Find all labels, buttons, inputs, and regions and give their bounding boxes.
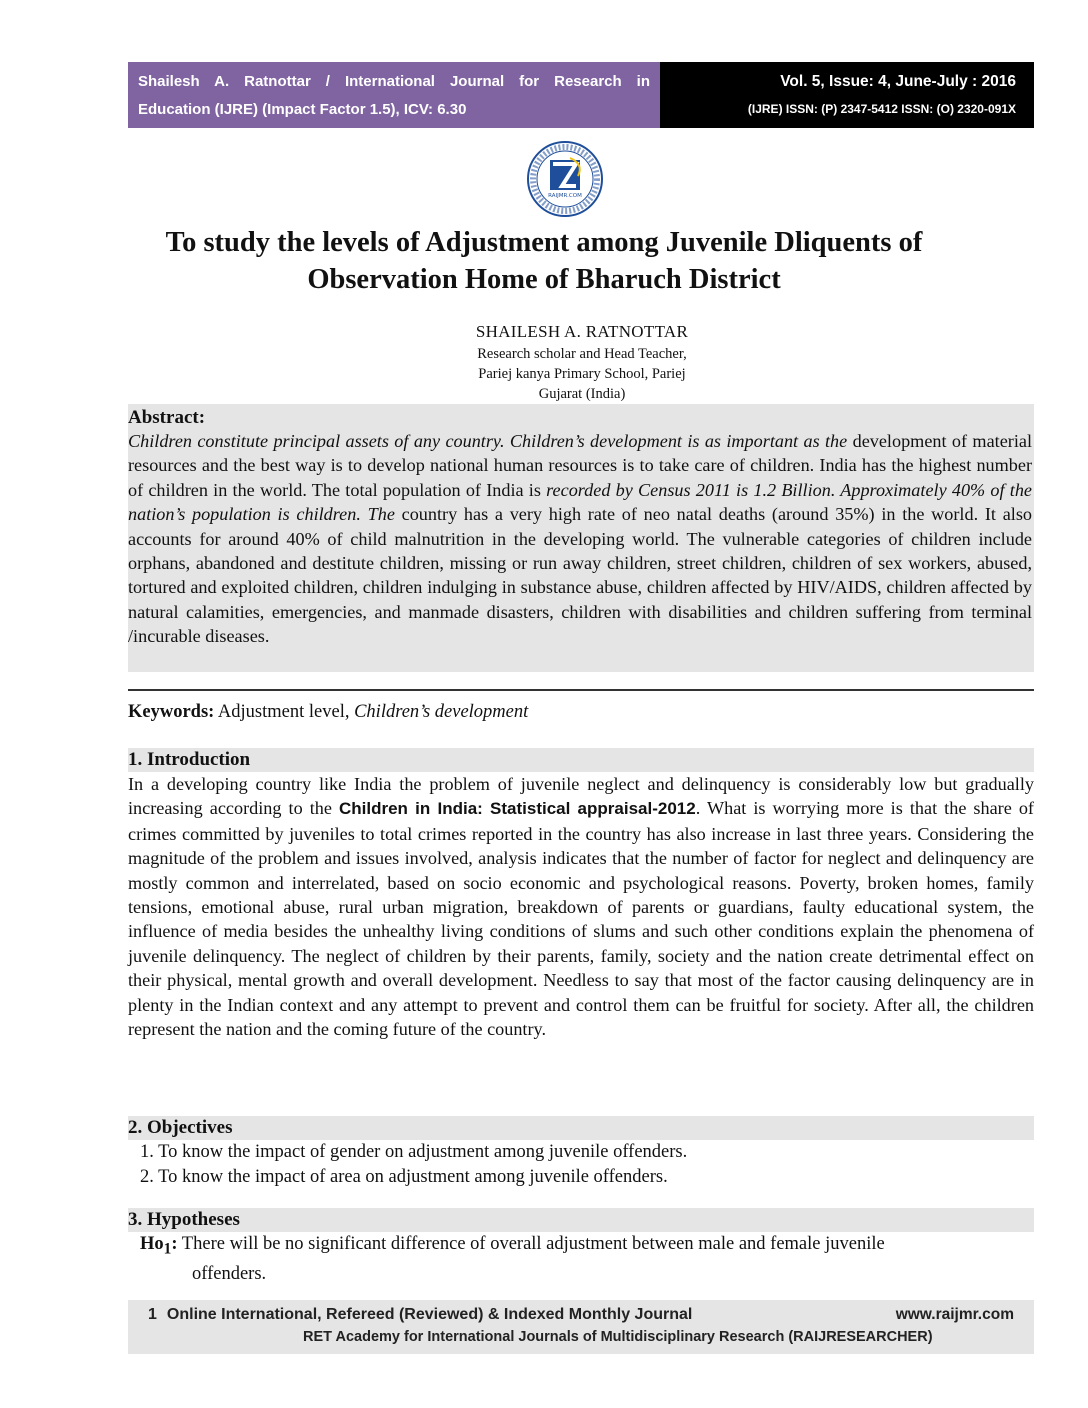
hypothesis-text-line2: offenders. bbox=[192, 1263, 267, 1284]
paper-title-line1: To study the levels of Adjustment among Juvenile Dliquents of bbox=[165, 227, 923, 258]
paper-title bbox=[100, 224, 988, 298]
hypothesis-1 bbox=[140, 1232, 1034, 1287]
journal-seal-icon bbox=[526, 140, 604, 218]
footer-line1 bbox=[148, 1306, 702, 1324]
author-affiliation-3: Gujarat (India) bbox=[538, 386, 626, 402]
journal-footer bbox=[128, 1300, 1034, 1354]
intro-text-1: In a developing country like India the problem of juvenile neglect and delinquency is considerably low but gradually increasing according to the bbox=[128, 774, 1034, 819]
intro-bold-reference: Children in India: Statistical appraisal-2012 bbox=[338, 799, 696, 819]
author-block bbox=[330, 320, 834, 404]
intro-text-2: . What is worrying more is that the share of crimes committed by juveniles to total crimes reported in the country has also increase in last three years. Considering the magnitude of the problem and issues involved, analysis indicates that the number of factor for neglect and delinquency are mostly common and interrelated, based on socio economic and psychological reasons. Poverty, broken homes, family tensions, emotional abuse, rural urban migration, breakdown of parents or guardians, faulty educational system, the influence of media besides the unhealthy living conditions of slums and such other conditions explain the phenomena of juvenile delinquency. The neglect of children by their parents, family, society and the nation create detrimental effect on their physical, mental growth and overall development. Needless to say that most of the factor causing delinquency are in plenty in the Indian context and any attempt to prevent and control them can be fruitful for society. After all, the children represent the nation and the coming future of the country. bbox=[128, 798, 1034, 1040]
objectives-list bbox=[140, 1140, 1030, 1190]
objective-item: 2. To know the impact of area on adjustment among juvenile offenders. bbox=[140, 1167, 668, 1187]
author-affiliation-1: Research scholar and Head Teacher, bbox=[477, 346, 687, 362]
header-right-band bbox=[660, 62, 1034, 128]
keywords-divider bbox=[128, 689, 1034, 691]
keywords-italic: Children’s development bbox=[354, 702, 529, 722]
objectives-heading: 2. Objectives bbox=[128, 1116, 1034, 1140]
keywords-text: Adjustment level, bbox=[214, 702, 355, 722]
abstract-italic-2: recorded by Census 2011 is 1.2 Billion. Approximately 40% of the nation’s population is children. The bbox=[128, 479, 1032, 525]
hypothesis-subscript: 1 bbox=[163, 1240, 172, 1258]
footer-publisher: RET Academy for International Journals of Multidisciplinary Research (RAIJRESEARCHER) bbox=[303, 1329, 933, 1345]
paper-title-line2: Observation Home of Bharuch District bbox=[307, 264, 781, 295]
hypothesis-colon: : bbox=[171, 1234, 178, 1254]
keywords-line bbox=[128, 700, 528, 724]
abstract-body bbox=[128, 429, 1032, 649]
journal-header bbox=[128, 62, 1034, 128]
introduction-body bbox=[128, 772, 1034, 1041]
introduction-heading: 1. Introduction bbox=[128, 748, 1034, 772]
footer-url-link[interactable]: www.raijmr.com bbox=[895, 1306, 1014, 1323]
abstract-text-2: country has a very high rate of neo natal deaths (around 35%) in the world. It also accounts for around 40% of child malnutrition in the developing world. The vulnerable categories of children include orphans, abandoned and destitute children, missing or run away children, street children, children of sex workers, abused, tortured and exploited children, children indulging in substance abuse, children affected by HIV/AIDS, children affected by natural calamities, emergencies, and manmade disasters, children with disabilities and children suffering from terminal /incurable diseases. bbox=[128, 504, 1032, 647]
hypotheses-heading: 3. Hypotheses bbox=[128, 1208, 1034, 1232]
abstract-text-1: development of material resources and the best way is to develop national human resources is to take care of children. India has the highest number of children in the world. The total population of India is bbox=[128, 431, 1032, 500]
hypothesis-label-text: Ho bbox=[140, 1234, 164, 1254]
header-citation-line1: Shailesh A. Ratnottar / International Journal for Research in bbox=[138, 73, 650, 90]
page-number: 1 bbox=[148, 1306, 157, 1323]
header-left-band bbox=[128, 62, 660, 128]
logo-text: RAIJMR.COM bbox=[548, 193, 582, 199]
abstract-heading: Abstract: bbox=[128, 407, 206, 428]
footer-journal-type: Online International, Refereed (Reviewed) & Indexed Monthly Journal bbox=[166, 1306, 693, 1323]
hypothesis-label bbox=[140, 1234, 178, 1258]
header-issn: (IJRE) ISSN: (P) 2347-5412 ISSN: (O) 2320-091X bbox=[747, 102, 1016, 116]
abstract-section bbox=[128, 404, 1034, 672]
keywords-label: Keywords: bbox=[128, 702, 215, 722]
objective-item: 1. To know the impact of gender on adjustment among juvenile offenders. bbox=[140, 1142, 688, 1162]
header-citation-line2: Education (IJRE) (Impact Factor 1.5), ICV: 6.30 bbox=[138, 101, 467, 118]
header-volume-issue: Vol. 5, Issue: 4, June-July : 2016 bbox=[780, 73, 1016, 90]
hypothesis-text-line1: There will be no significant difference of overall adjustment between male and female juvenile bbox=[177, 1234, 885, 1254]
author-affiliation-2: Pariej kanya Primary School, Pariej bbox=[478, 366, 686, 382]
author-name: SHAILESH A. RATNOTTAR bbox=[475, 322, 689, 341]
abstract-italic-1: Children constitute principal assets of any country. Children’s development is as important as the bbox=[128, 431, 848, 451]
